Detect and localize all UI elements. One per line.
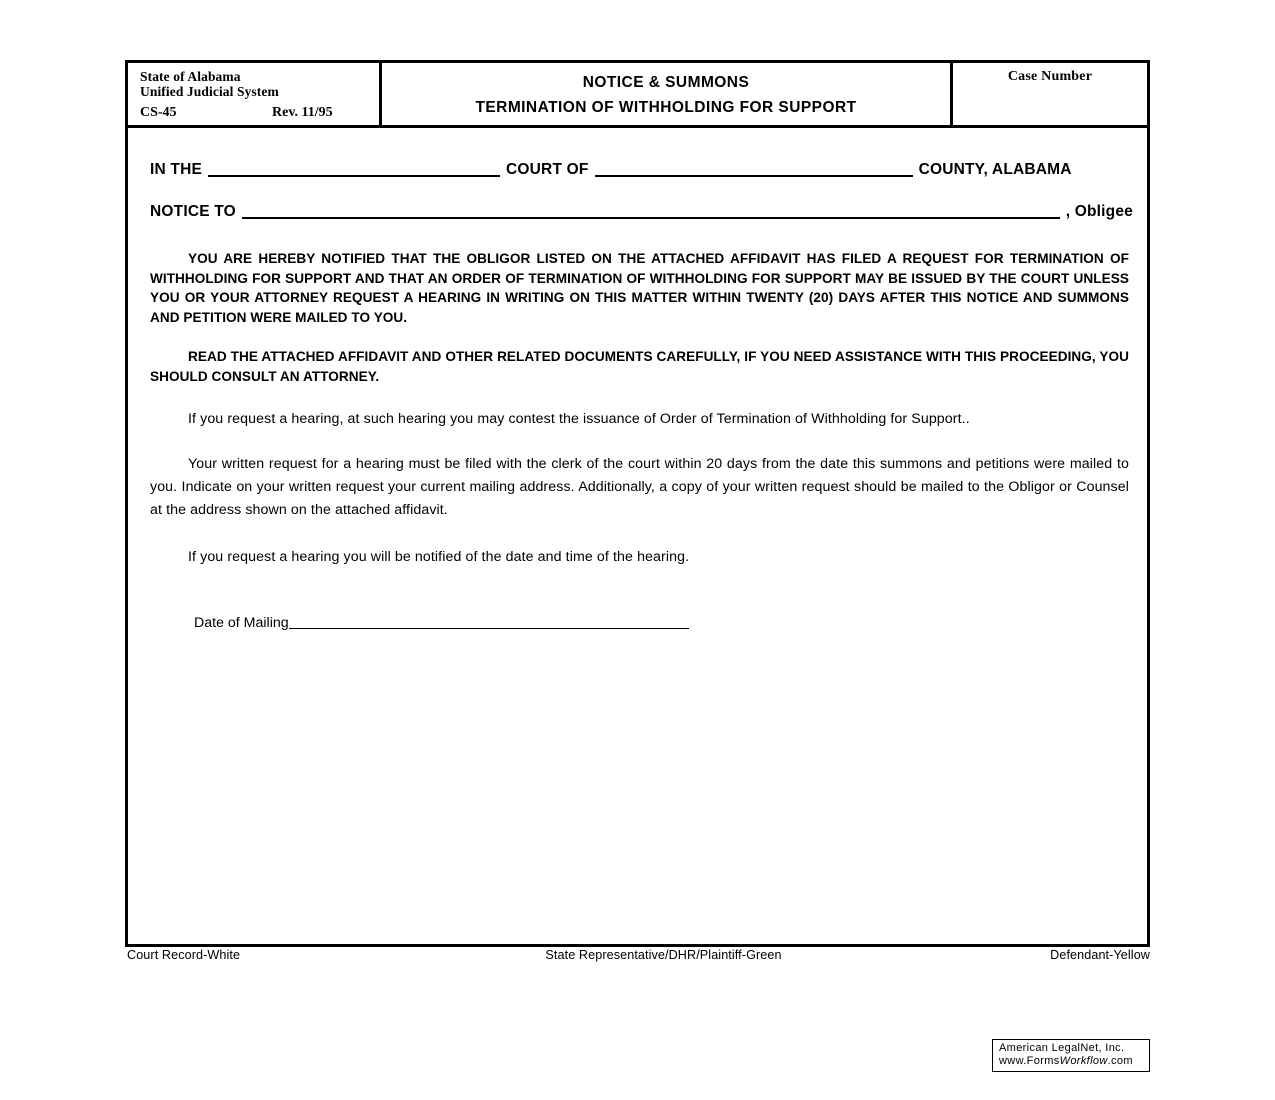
form-header-table xyxy=(128,63,1147,128)
notice-to-label: NOTICE TO xyxy=(150,203,236,220)
footer-copy-yellow: Defendant-Yellow xyxy=(1050,948,1150,962)
form-code: CS-45 xyxy=(140,105,177,120)
form-revision: Rev. 11/95 xyxy=(272,105,333,120)
form-body xyxy=(128,161,1147,631)
paragraph-contest-hearing-text: If you request a hearing, at such hearing you may contest the issuance of Order of Termination of Withholding for Support.. xyxy=(188,411,970,427)
court-county-row xyxy=(150,161,1133,179)
vendor-website-prefix: www.Forms xyxy=(999,1055,1060,1067)
paragraph-read-affidavit-text: READ THE ATTACHED AFFIDAVIT AND OTHER RELATED DOCUMENTS CAREFULLY, IF YOU NEED ASSISTANCE WITH THIS PROCEEDING, YOU SHOULD CONSULT AN ATTORNEY. xyxy=(150,349,1129,384)
form-frame xyxy=(125,60,1150,947)
distribution-footer xyxy=(127,948,1150,962)
footer-copy-green: State Representative/DHR/Plaintiff-Green xyxy=(545,948,782,962)
paragraph-notified xyxy=(150,249,1133,327)
agency-name-line2: Unified Judicial System xyxy=(140,84,279,99)
agency-name-line1: State of Alabama xyxy=(140,69,241,84)
court-of-label: COURT OF xyxy=(506,161,589,178)
case-number-label: Case Number xyxy=(1007,69,1093,84)
paragraph-written-request xyxy=(150,453,1133,522)
court-name-input[interactable] xyxy=(208,161,500,177)
paragraph-written-request-text: Your written request for a hearing must be filed with the clerk of the court within 20 days from the date this summons and petitions were mailed to you. Indicate on your written request your current mailing address. Additionally, a copy of your written request should be mailed to the Obligor or Counsel at the address shown on the attached affidavit. xyxy=(150,456,1129,518)
in-the-label: IN THE xyxy=(150,161,203,178)
paragraph-hearing-notification: If you request a hearing you will be notified of the date and time of the hearing. xyxy=(188,549,690,565)
vendor-website-italic: Workflow xyxy=(1059,1055,1108,1067)
county-name-input[interactable] xyxy=(595,161,913,177)
form-meta xyxy=(140,105,368,121)
date-of-mailing-input[interactable] xyxy=(289,617,689,629)
case-number-cell[interactable] xyxy=(953,63,1147,125)
paragraph-read-affidavit xyxy=(150,347,1133,386)
form-title-line1: NOTICE & SUMMONS xyxy=(582,74,750,91)
county-state-label: COUNTY, ALABAMA xyxy=(918,161,1072,178)
obligee-label: , Obligee xyxy=(1065,203,1133,220)
notice-to-row xyxy=(150,203,1133,221)
vendor-stamp xyxy=(992,1039,1150,1072)
paragraph-contest-hearing xyxy=(150,408,1133,431)
vendor-website-suffix: .com xyxy=(1107,1055,1133,1067)
vendor-website xyxy=(999,1055,1145,1068)
form-title-cell xyxy=(382,63,953,125)
obligee-name-input[interactable] xyxy=(242,203,1060,219)
form-title-line2: TERMINATION OF WITHHOLDING FOR SUPPORT xyxy=(475,99,857,116)
vendor-company: American LegalNet, Inc. xyxy=(999,1042,1125,1054)
footer-copy-white: Court Record-White xyxy=(127,948,241,962)
date-of-mailing-row xyxy=(150,615,1133,631)
date-of-mailing-label: Date of Mailing xyxy=(194,615,289,631)
agency-cell xyxy=(128,63,382,125)
paragraph-notified-text: YOU ARE HEREBY NOTIFIED THAT THE OBLIGOR LISTED ON THE ATTACHED AFFIDAVIT HAS FILED A REQUEST FOR TERMINATION OF WITHHOLDING FOR SUPPORT AND THAT AN ORDER OF TERMINATION OF WITHHOLDING FOR SUPPORT MAY BE ISSUED BY THE COURT UNLESS YOU OR YOUR ATTORNEY REQUEST A HEARING IN WRITING ON THIS MATTER WITHIN TWENTY (20) DAYS AFTER THIS NOTICE AND SUMMONS AND PETITION WERE MAILED TO YOU. xyxy=(150,251,1129,325)
